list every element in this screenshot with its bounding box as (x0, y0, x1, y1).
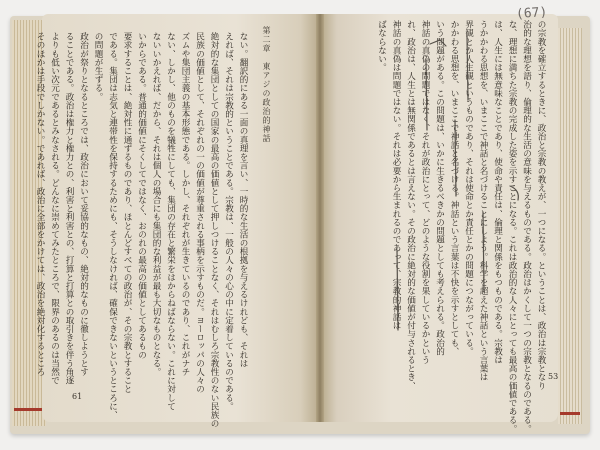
text-line: ズムや集団主義の基本形態である。しかし、それぞれが生きているのであり、これがナチ (180, 32, 190, 376)
text-line: ばならない。 (376, 20, 387, 72)
ribbon-tab (560, 412, 580, 415)
text-line: 民族の価値として、それぞれの一の価値が尊重される事柄を示すものだ。ヨーロッパの人々の (194, 32, 205, 394)
text-line: ない。翻訳的にある一面の真理を言い、一時的な生活の根拠を与えるけれども、それは (238, 32, 248, 368)
text-line: 界観とか人生観というものであり、それは使命とか責任とかの問題につながっている。 (463, 20, 474, 356)
text-line: の宗教を確立するときに、政治と宗教の教えが、一つになる。ということは、政治は宗教となり (536, 20, 546, 390)
text-line: ないいかえれば、だから、それは個人の場合にも集団的な利益が最も大切なものとなる。 (151, 32, 161, 376)
text-line: れ、政治は、人生とは無関係であるとは言えない。その政治に絶対的な価値が付与されるとき、 (405, 20, 416, 390)
text-line: 神話の真偽の問題ではなく、それが政治にとって、どのような役割を果しているかという (420, 20, 430, 364)
text-line: 政治が祭りとなるところでは、政治において妥協的なもの、絶対的なものに徹しようとす (78, 32, 89, 376)
text-line: である。集団は志気と連帯性を保持するためにも、そうしなければ、確保できないというところに、 (107, 32, 118, 419)
text-line: そのほかは手段でしかない。であれば、政治に全部をかけては、政治を絶対化するところ (35, 32, 45, 376)
page-number-right: 53 (548, 372, 559, 381)
text-line: 治的な理想を語り、倫理的な生活の意味を与えるものである。政治はかくして一つの宗教となるのである。 (521, 20, 532, 433)
text-line: いう問題がある。この問題は、いかに生きるべきかの問題としても考えられる。政治的 (434, 20, 445, 356)
text-line: 神話の真偽は問題ではない。それは必要から生まれるのであって、宗教的神話は (391, 20, 401, 330)
text-line: よりも低い次元であるとみなされる。どんなに崇めてみたところで、限界のあるのは当然で (49, 32, 60, 385)
text-line: の問題が生ずる。 (93, 32, 103, 101)
right-page-text (336, 20, 548, 433)
pencil-annotation: (67) (515, 4, 548, 23)
text-line: 要求することは、絶対性に通ずるものであり、ほとんどすべての政治が、その宗教とすること (122, 32, 132, 394)
text-line: かかわる思想を、いまここで神話と名づける。神話という言葉は不快を示すとしても、 (449, 20, 459, 356)
book-gutter (316, 14, 324, 422)
text-line: な、理想に満ちた宗教の完成した姿を示すことになる。これは政治的な人々にとっても最高の価値である。 (507, 20, 517, 433)
running-head: 第二章 東アジの政治的神話 (262, 26, 271, 143)
right-page-edges (558, 28, 582, 424)
text-line: ない、しかし、他のものを犠牲にしても、集団の存在と繁栄をはからねばならない。これに対して (165, 32, 176, 411)
text-line: うかかわる思想を、いまここで神話と名づけることにしよう。科学を超えた神話という言葉は (478, 20, 488, 382)
text-line: ることである。政治は権力と権力との、利害と利害との、打算と打算との取引きを伴う角逐 (64, 32, 74, 385)
text-line: は、人生には無意味なことであり、使命や責任は、倫理と関係をもつものである。宗教は (492, 20, 503, 364)
ribbon-tab (14, 408, 44, 411)
text-line: いからである。普通的価値にそくしてではなく、おのれの最高の価値としてあるもの (136, 32, 147, 359)
page-number-left: 61 (72, 392, 83, 401)
text-line: 絶対的な集団としての国家の最高の価値として押しつけることなく、それはむしろ宗教性のない民族の (209, 32, 219, 428)
text-line: えれば、それは宗教的ということである。宗教は、一般の人々の心の中に定着しているのである。 (223, 32, 234, 411)
